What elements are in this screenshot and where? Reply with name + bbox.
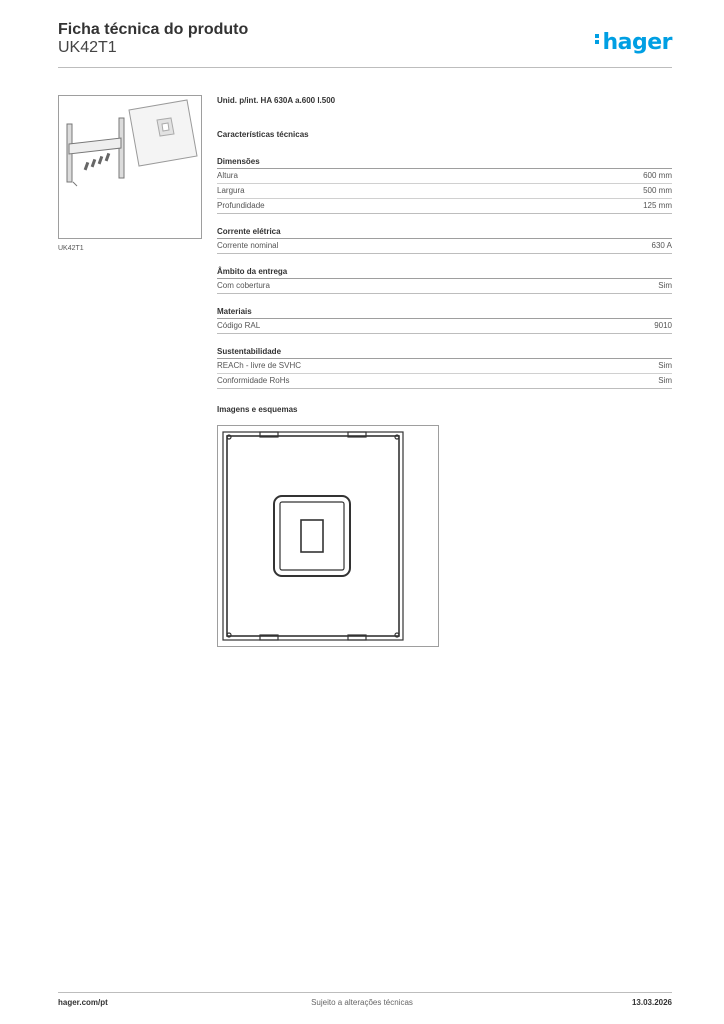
spec-value: 9010 <box>654 321 672 330</box>
images-title: Imagens e esquemas <box>217 405 298 414</box>
spec-row <box>217 199 672 214</box>
product-illustration <box>59 96 201 238</box>
spec-row <box>217 169 672 184</box>
logo-dots-icon <box>595 32 600 46</box>
screws <box>84 153 111 171</box>
product-image <box>58 95 202 239</box>
cover-cutout <box>162 123 169 131</box>
footer-divider <box>58 992 672 993</box>
spec-label: Largura <box>217 186 245 195</box>
spec-value: 500 mm <box>643 186 672 195</box>
drawing-outer-frame <box>223 432 403 640</box>
characteristics-title: Características técnicas <box>217 130 309 139</box>
section-sustainability <box>217 347 672 389</box>
spec-label: REACh - livre de SVHC <box>217 361 302 370</box>
technical-drawing <box>217 425 439 647</box>
footer-disclaimer: Sujeito a alterações técnicas <box>311 998 413 1007</box>
spec-row <box>217 319 672 334</box>
hager-logo <box>595 30 672 55</box>
spec-row <box>217 279 672 294</box>
specs-content <box>217 96 672 389</box>
section-title: Corrente elétrica <box>217 227 672 239</box>
section-electrical <box>217 227 672 254</box>
header-divider <box>58 67 672 68</box>
spec-row <box>217 374 672 389</box>
spec-value: Sim <box>658 361 672 370</box>
drawing-window-outer <box>274 496 350 576</box>
drawing-inner-frame <box>227 436 399 636</box>
footer-website-link[interactable]: hager.com/pt <box>58 998 108 1007</box>
spec-value: 600 mm <box>643 171 672 180</box>
product-description: Unid. p/int. HA 630A a.600 l.500 <box>217 96 336 105</box>
spec-label: Com cobertura <box>217 281 270 290</box>
spec-label: Código RAL <box>217 321 261 330</box>
spec-value: Sim <box>658 376 672 385</box>
section-materials <box>217 307 672 334</box>
section-dimensions <box>217 157 672 214</box>
footer-date: 13.03.2026 <box>631 998 672 1007</box>
section-delivery <box>217 267 672 294</box>
spec-label: Altura <box>217 171 238 180</box>
image-caption: UK42T1 <box>58 245 84 252</box>
product-code: UK42T1 <box>58 39 117 56</box>
page-title: Ficha técnica do produto <box>58 21 249 38</box>
section-title: Âmbito da entrega <box>217 267 672 279</box>
spec-label: Corrente nominal <box>217 241 279 250</box>
logo-text: hager <box>602 30 672 55</box>
spec-value: 630 A <box>651 241 672 250</box>
spec-row <box>217 239 672 254</box>
spec-row <box>217 184 672 199</box>
section-title: Sustentabilidade <box>217 347 672 359</box>
spec-row <box>217 359 672 374</box>
section-title: Materiais <box>217 307 672 319</box>
bracket-foot <box>73 182 77 186</box>
drawing-window-inner <box>280 502 344 570</box>
drawing-illustration <box>218 426 438 646</box>
spec-label: Profundidade <box>217 201 265 210</box>
spec-value: Sim <box>658 281 672 290</box>
bracket-plate <box>69 138 121 154</box>
spec-value: 125 mm <box>643 201 672 210</box>
section-title: Dimensões <box>217 157 672 169</box>
drawing-cutout <box>301 520 323 552</box>
spec-label: Conformidade RoHs <box>217 376 290 385</box>
